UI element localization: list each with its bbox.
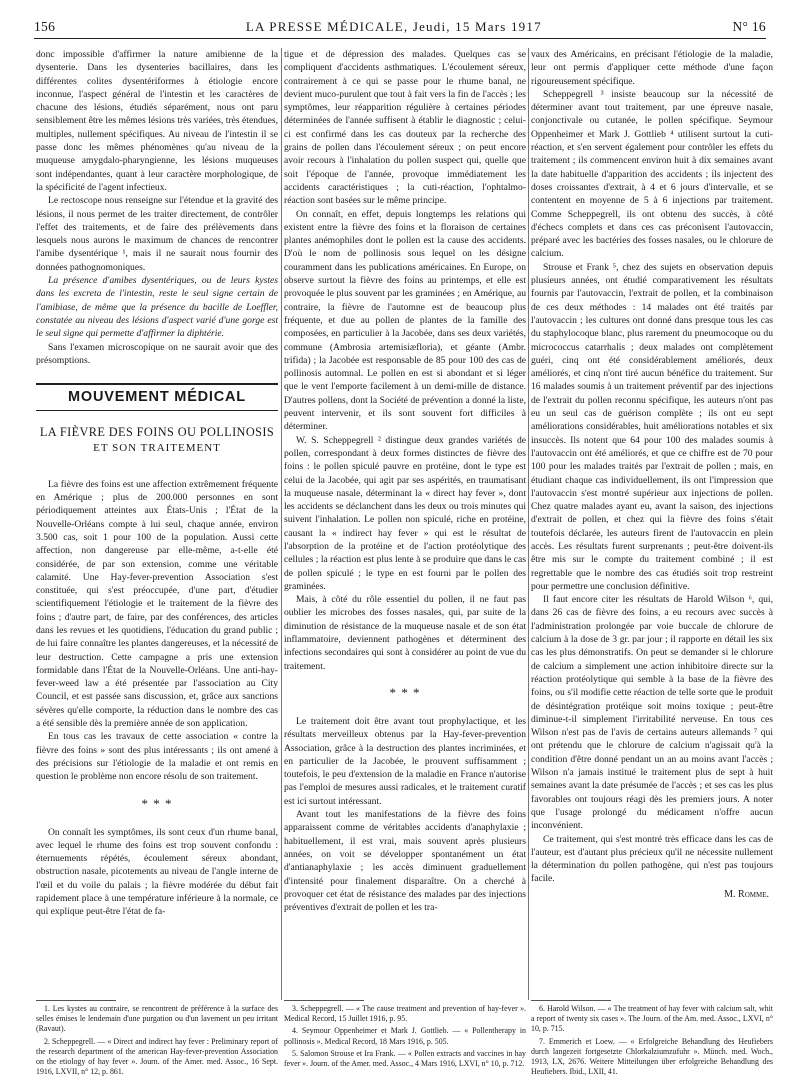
article-title: LA FIÈVRE DES FOINS OU POLLINOSIS [39, 425, 275, 440]
paragraph: Sans l'examen microscopique on ne saurait avoir que des présomptions. [36, 341, 278, 366]
paragraph: Il faut encore citer les résultats de Harold Wilson ⁶, qui, dans 26 cas de fièvre des foins, a eu recours avec succès à l'administration prolongée par voie buccale de chlorure de calcium à la dose de 3 gr. par jour ; il rapporte en détail les six cas les plus démonstratifs. On peut se demander si le chlorure de calcium a simplement une action inhibitoire directe sur la réaction protéolytique qui semble à la base de la fièvre des foins, ou s'il modifie cette réaction de telle sorte que le produit de désintégration protéique soit moins toxique ; peut-être diminue-t-il simplement l'irritabilité nerveuse. En tous ces Wilson n'est pas de l'avis de certains auteurs allemands ⁷ qui ont prétendu que le chlorure de calcium n'agissait qu'à la condition d'être donné pendant un an au moins avant l'accès ; Wilson n'a jamais institué le traitement plus de sept à huit semaines avant la date présumée de l'accès ; et ses cas les plus favorables ont toujours réagi dès les premiers jours. A noter que l'usage prolongé du médicament n'offre aucun inconvénient. [531, 594, 773, 832]
footnote: 1. Les kystes au contraire, se rencontrent de préférence à la surface des selles émises le lendemain d'une purgation ou d'un lavement un peu irritant (Ravaut). [36, 1004, 278, 1034]
footnotes-column-3 [531, 1004, 773, 1079]
footnotes-column-2 [284, 1004, 526, 1071]
footnote: 2. Scheppegrell. — « Direct and indirect hay fever : Preliminary report of the research department of the american Hay-fever-prevention Association on the etiology of hay fever ». Journ. of the Amer. med. Assoc., 16 Sept. 1916, LXVII, n° 12, p. 861. [36, 1036, 278, 1077]
paragraph: Strouse et Frank ⁵, chez des sujets en observation depuis plusieurs années, ont étudié comparativement les résultats fournis par l'autovaccin, l'extrait de pollen, et la combinaison de ces deux méthodes : 14 malades ont été traités par l'autovaccin ; les cultures ont donné dans presque tous les cas du staphylocoque blanc, plus rarement du pneumocoque ou du micrococcus catarrhalis ; deux malades ont complètement guéri, cinq ont été considérablement améliorés, deux améliorés, et cinq n'ont tiré aucun bénéfice du traitement. Sur 16 malades soumis à un traitement préventif par des injections de l'extrait du pollen reconnu spécifique, les auteurs n'ont pas eu un seul cas de guérison complète ; ils ont eu sept améliorations considérables, huit améliorations notables et six insuccès. Ils notent que 64 pour 100 des malades soumis à l'autovaccin ont été améliorés, et que ce chiffre est de 70 pour 100 pour les malades traités par l'extrait de pollen ; mais, en étudiant chaque cas individuellement, ils ont l'impression que l'autovaccin s'est montré supérieur aux injections de pollen. Chez quatre malades ayant eu, avant la saison, des injections d'extrait de pollen, et chez qui la fièvre des foins s'était toutefois déclarée, les auteurs firent de l'autovaccin en plein accès. Les résultats furent surprenants ; peut-être doivent-ils être mis sur le compte du traitement combiné ; il est regrettable que le nombre des cas étudiés soit trop restreint pour permettre une conclusion définitive. [531, 261, 773, 592]
column-1 [36, 48, 278, 919]
paragraph: On connaît les symptômes, ils sont ceux d'un rhume banal, avec lequel le rhume des foins est trop souvent confondu : éternuements répétés, écoulement séreux abondant, obstruction nasale, picotements au niveau de l'angle interne de l'œil et du voile du palais ; la fièvre modérée du début fait rapidement place à une température inférieure à la normale, ce qui explique peut-être l'état de fa- [36, 826, 278, 918]
section-rule-bottom [36, 410, 278, 411]
paragraph: Le rectoscope nous renseigne sur l'étendue et la gravité des lésions, il nous permet de les traiter directement, de contrôler l'effet des traitements, et de faire des prélèvements dans lesquels nous aurons le maximum de chances de rencontrer l'amibe dysentérique ¹, mais il ne saurait nous fournir des données pathognomoniques. [36, 195, 278, 273]
footnote: 4. Seymour Oppenheimer et Mark J. Gottlieb. — « Pollentherapy in pollinosis ». Medical Record, 18 Mars 1916, p. 505. [284, 1026, 526, 1046]
footnote: 6. Harold Wilson. — « The treatment of hay fever with calcium salt, whit a report of twenty six cases ». The Journ. of the Am. med. Assoc., LXVI, n° 10, p. 715. [531, 1004, 773, 1034]
section-rule-top [36, 383, 278, 385]
section-title: MOUVEMENT MÉDICAL [68, 389, 246, 406]
paragraph: Mais, à côté du rôle essentiel du pollen, il ne faut pas oublier les microbes des fosses nasales, qui, par suite de la diminution de résistance de la muqueuse nasale et de son état inflammatoire, deviennent pathogènes et déterminent des infections secondaires qui sont à considérer au point de vue du traitement. [284, 594, 526, 672]
paragraph: La présence d'amibes dysentériques, ou de leurs kystes dans les excreta de l'intestin, reste le seul signe certain de l'amibiase, de même que la présence du bacille de Loeffler, constatée au niveau des lésions d'aspect varié d'une gorge est le seul signe qui permette d'affirmer la diphtérie. [36, 275, 278, 340]
asterism-separator: * * * [141, 795, 173, 811]
paragraph: W. S. Scheppegrell ² distingue deux grandes variétés de pollen, correspondant à deux formes distinctes de fièvre des foins : le pollen spiculé pauvre en protéine, dont le type est celui de la Jacobée, qui agit par ses aspérités, en traumatisant la muqueuse nasale, déterminant la « direct hay fever », dont les accidents se déclanchent dans les deux ou trois minutes qui suivent l'inhalation. Le pollen non spiculé, riche en protéine, causant la « indirect hay fever » qui est le résultat de l'absorption de la protéine et de l'action protéolytique des cellules ; la réaction est plus lente à se produire que dans le cas de pollen spiculé ; le type en est fourni par le pollen des graminées. [284, 434, 526, 592]
asterism-separator: * * * [389, 684, 421, 700]
paragraph: tigue et de dépression des malades. Quelques cas se compliquent d'accidents asthmatiques. L'écoulement séreux, contrairement à ce qui se passe pour le rhume banal, ne devient muco-purulent que tout à fait vers la fin de l'accès ; les symptômes, leur réapparition régulière à certaines périodes déterminées de l'année suffisent à établir le diagnostic ; celui-ci est confirmé dans les cas douteux par la recherche des grains de pollen dans l'écoulement séreux ; on peut encore avoir recours à l'inhalation du pollen suspect qui, quelle que soit l'époque de l'année, provoque immédiatement les accidents caractéristiques ; la cuti-réaction, l'ophtalmo-réaction sont basées sur le même principe. [284, 49, 526, 207]
page-header [34, 18, 766, 39]
column-divider-left [281, 48, 282, 1000]
paragraph: Ce traitement, qui s'est montré très efficace dans les cas de l'auteur, est d'autant plus précieux qu'il ne nécessite nullement la détermination du pollen pathogène, qui n'est pas toujours facile. [531, 833, 773, 885]
paragraph: La fièvre des foins est une affection extrêmement fréquente en Amérique ; plus de 200.000 personnes en sont périodiquement atteintes aux États-Unis ; l'État de la Nouvelle-Orléans compte à lui seul, chaque année, environ 3.500 cas, soit 1 pour 100 de la population. Aussi cette affection, non dangereuse par elle-même, a-t-elle été considérée, de par son extension, comme une véritable calamité. Une Hay-fever-prevention Association s'est constituée, qui s'est préoccupée, d'une part, d'étudier scientifiquement l'étiologie et le traitement de la fièvre des foins ; d'autre part, de faire, par des conférences, des articles dans les revues et les quotidiens, l'éducation du grand public ; de lui faire connaître les plantes dangereuses, et la nécessité de leur destruction. Cette campagne a pris une extension formidable dans l'État de la Nouvelle-Orléans. Une anti-hay-fever-weed law a été présentée par l'association au City Council, et est passée sans discussion, et, grâce aux sanctions sévères qu'elle comporte, la réduction dans le nombre des cas a été sensible dès la première année de son application. [36, 478, 278, 730]
footnotes-column-1 [36, 1004, 278, 1079]
paragraph: Avant tout les manifestations de la fièvre des foins apparaissent comme de véritables accidents d'anaphylaxie ; habituellement, il est vrai, mais souvent après plusieurs années, on voit se développer spontanément un état d'antianaphylaxie ; les accès diminuent graduellement d'intensité pour finalement disparaître. On a cherché à provoquer cet état de résistance des malades par des injections préventives d'extrait de pollen et les tra- [284, 809, 526, 914]
footnote: 5. Salomon Strouse et Ira Frank. — « Pollen extracts and vaccines in hay fever ». Journ. of the Amer. med. Assoc., 4 Mars 1916, LXVI, n° 10, p. 712. [284, 1048, 526, 1069]
footnote: 7. Emmerich et Loew. — « Erfolgreiche Behandlung des Heufiebers durch langezeit fortgesetzte Chlorkalziumzufuhr ». Münch. med. Woch., 1913, LX, 2676. Weitere Mitteilungen über erfolgreiche Behandlung des Heufiebers. Ibid., LXII, 41. [531, 1036, 773, 1077]
footnote-rule [531, 1000, 611, 1001]
paragraph: Le traitement doit être avant tout prophylactique, et les résultats merveilleux obtenus par la Hay-fever-prevention Association, grâce à la destruction des plantes incriminées, et en particulier de la Jacobée, le prouvent suffisamment ; toutefois, le peu d'extension de la maladie en France n'autorise pas l'emploi de mesures aussi radicales, et le traitement curatif est ici surtout intéressant. [284, 715, 526, 807]
paragraph: En tous cas les travaux de cette association « contre la fièvre des foins » sont des plus intéressants ; ils ont amené à des précisions sur l'étiologie de la maladie et ont remis en question le problème non encore résolu de son traitement. [36, 731, 278, 783]
column-2 [284, 48, 526, 914]
column-3 [531, 48, 773, 901]
footnote: 3. Scheppegrell. — « The cause treatment and prevention of hay-fever ». Medical Record, 15 Juillet 1916, p. 95. [284, 1004, 526, 1024]
page-number: 156 [34, 19, 56, 34]
author-signature: M. Romme. [724, 888, 769, 900]
paragraph: donc impossible d'affirmer la nature amibienne de la dysenterie. Dans les dysenteries bacillaires, dans les différentes colites dysentériformes à étiologie encore inconnue, l'aspect général de l'intestin et les caractères de chacune des lésions, étudiés séparément, nous ont paru sensiblement être les mêmes lésions très variées, très étendues, multiples, nullement spécifiques. Au niveau de l'intestin il se passe donc les mêmes phénomènes qu'au niveau de la muqueuse amygdalo-pharyngienne, les lésions muqueuses sont indépendantes, quant à leur caractère morphologique, de la spécificité de l'agent infectieux. [36, 49, 278, 193]
journal-title: LA PRESSE MÉDICALE, Jeudi, 15 Mars 1917 [245, 19, 542, 34]
footnote-rule [36, 1000, 116, 1001]
footnote-rule [284, 1000, 364, 1001]
paragraph: Scheppegrell ³ insiste beaucoup sur la nécessité de déterminer avant tout traitement, par une épreuve nasale, conjonctivale ou cutanée, le pollen spécifique. Seymour Oppenheimer et Mark J. Gottlieb ⁴ utilisent surtout la cuti-réaction, et s'en servent également pour contrôler les effets du traitement ; ils commencent environ huit à dix semaines avant la date habituelle d'apparition des accidents ; ils injectent des doses croissantes d'extrait, à 4 et 6 jours d'intervalle, et se contentent en moyenne de 5 à 6 injections par traitement. Comme Scheppegrell, ils ont obtenu des succès, à côté d'échecs complets et dans ces cas préconisent l'autovaccin, préparé avec les bactéries des fosses nasales, ou le chlorure de calcium. [531, 88, 773, 260]
article-subtitle: ET SON TRAITEMENT [93, 442, 221, 455]
paragraph: vaux des Américains, en précisant l'étiologie de la maladie, leur ont permis d'appliquer cette méthode d'une façon rigoureusement spécifique. [531, 49, 773, 87]
issue-number: N° 16 [732, 19, 766, 34]
paragraph: On connaît, en effet, depuis longtemps les relations qui existent entre la fièvre des foins et la floraison de certaines plantes anémophiles dont le pollen est la cause des accidents. D'où le nom de pollinosis sous lequel on les désigne couramment dans les publications américaines. En Europe, on observe surtout la fièvre des foins au printemps, et elle est provoquée le plus souvent par les graminées ; en Amérique, au contraire, la fièvre de l'automne est de beaucoup plus fréquente, et due au pollen de plantes de la famille des composées, en particulier à la Jacobée, dans ses deux variétés, commune (Ambrosia artemisiæfloria), et géante (Ambr. trifida) ; la Jacobée est responsable de 85 pour 100 des cas de pollinosis automnal. Le pollen en est si abondant et si léger que le vent l'emporte facilement à un demi-mille de distance. D'autres pollens, dont la Société de prévention a donné la liste, peuvent intervenir, et ils sont souvent fort difficiles à déterminer. [284, 208, 526, 433]
column-divider-right [528, 48, 529, 1000]
